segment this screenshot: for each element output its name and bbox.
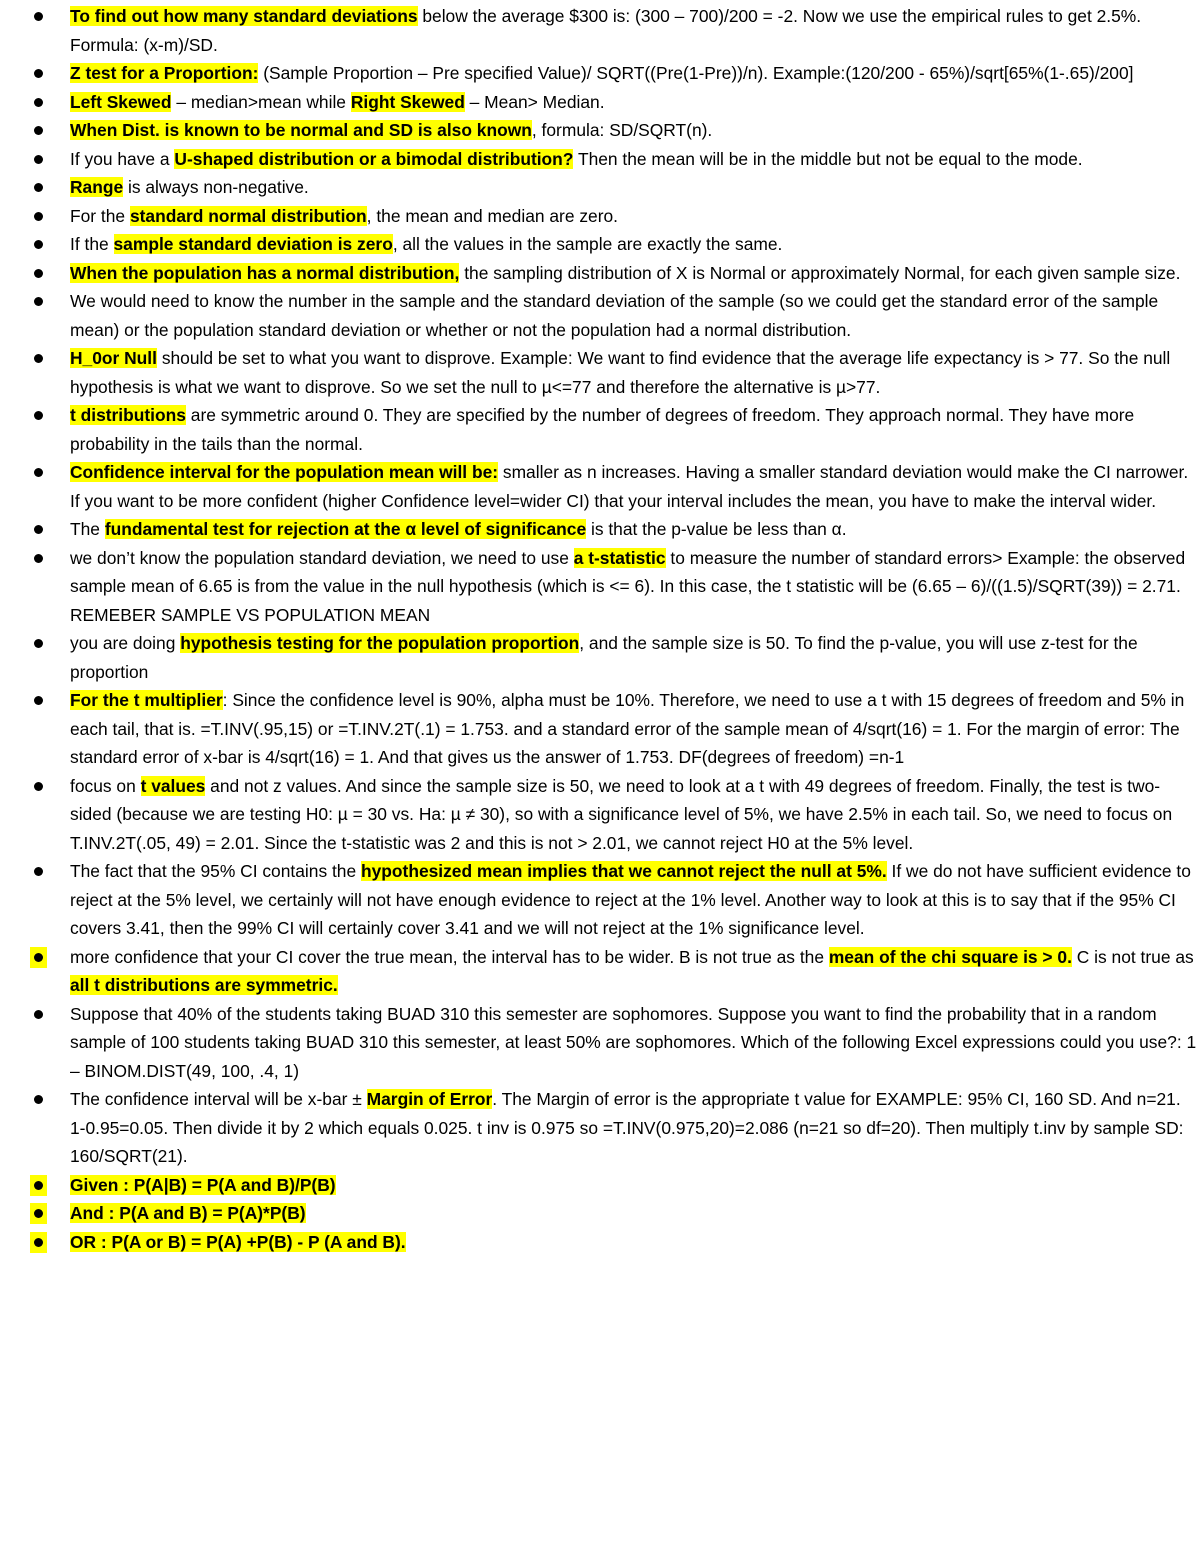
highlighted-term: H_0or Null: [70, 348, 157, 368]
bullet-icon: [34, 554, 43, 563]
note-text: , and the sample size is 50. To find the p-value, you will use z-test for the proportion: [70, 633, 1138, 682]
note-text: If you have a: [70, 148, 175, 169]
bullet-icon: [34, 269, 43, 278]
list-item: [0, 59, 1200, 88]
list-item: [0, 259, 1200, 288]
bullet-icon: [34, 1010, 43, 1019]
bullet-icon: [34, 240, 43, 249]
bullet-icon: [34, 297, 43, 306]
highlighted-term: a t-statistic: [573, 547, 666, 568]
note-text: to measure the number of standard errors> Example: the observed sample mean of 6.65 is from the value in the null hypothesis (which is <= 6). In this case, the t statistic will be (6.65 – 6)/((1.5)/SQRT(39)) = 2.71. REMEBER SAMPLE VS POPULATION MEAN: [70, 547, 1186, 625]
bullet-icon: [34, 696, 43, 705]
note-text: – Mean> Median.: [464, 91, 605, 112]
note-text: We would need to know the number in the sample and the standard deviation of the sample (so we could get the standard error of the sample mean) or the population standard deviation or whether or not the population had a normal distribution.: [70, 291, 1159, 340]
bullet-list: [0, 2, 1200, 1256]
bullet-icon: [34, 126, 43, 135]
bullet-icon: [34, 525, 43, 534]
highlighted-term: And : P(A and B) = P(A)*P(B): [70, 1203, 306, 1223]
note-text: should be set to what you want to disprove. Example: We want to find evidence that the average life expectancy is > 77. So the null hypothesis is what we want to disprove. So we set the null to µ<=77 and therefore the alternative is µ>77.: [70, 348, 1171, 397]
bullet-highlight: [30, 1232, 47, 1253]
highlighted-term: t distributions: [70, 405, 186, 425]
bullet-icon: [34, 953, 43, 962]
note-text: If we do not have sufficient evidence to reject at the 5% level, we certainly will not have enough evidence to reject at the 1% level. Another way to look at this is to say that if the 95% CI covers 3.41, then the 99% CI will certainly cover 3.41 and we will not reject at the 1% significance level.: [70, 861, 1191, 938]
highlighted-term: mean of the chi square is > 0.: [828, 946, 1072, 967]
highlighted-term: When the population has a normal distribution,: [70, 262, 460, 283]
list-item: [0, 230, 1200, 259]
highlighted-term: When Dist. is known to be normal and SD is also known: [70, 120, 532, 140]
note-text: focus on: [70, 775, 141, 796]
list-item: [0, 1199, 1200, 1228]
note-text: we don’t know the population standard deviation, we need to use: [70, 547, 574, 568]
highlighted-term: Given : P(A|B) = P(A and B)/P(B): [70, 1174, 336, 1195]
highlighted-term: t values: [140, 775, 206, 796]
highlighted-term: fundamental test for rejection at the α level of significance: [104, 519, 587, 539]
note-text: . The Margin of error is the appropriate t value for EXAMPLE: 95% CI, 160 SD. And n=21. 1-0.95=0.05. Then divide it by 2 which equals 0.025. t inv is 0.975 so =T.INV(0.975,20)=2.086 (n=21 so df=20). Then multiply t.inv by sample SD: 160/SQRT(21).: [70, 1089, 1184, 1166]
highlighted-term: sample standard deviation is zero: [113, 234, 393, 254]
list-item: [0, 88, 1200, 117]
list-item: [0, 287, 1200, 344]
note-text: the sampling distribution of X is Normal or approximately Normal, for each given sample size.: [459, 262, 1181, 283]
list-item: [0, 857, 1200, 943]
note-text: and not z values. And since the sample size is 50, we need to look at a t with 49 degrees of freedom. Finally, the test is two-sided (because we are testing H0: µ = 30 vs. Ha: µ ≠ 30), so with a significance level of 5%, we have 2.5% in each tail. So, we need to focus on T.INV.2T(.05, 49) = 2.01. Since the t-statistic was 2 and this is not > 2.01, we cannot reject H0 at the 5% level.: [70, 775, 1173, 853]
list-item: [0, 772, 1200, 858]
list-item: [0, 686, 1200, 772]
note-text: Suppose that 40% of the students taking BUAD 310 this semester are sophomores. Suppose you want to find the probability that in a random sample of 100 students taking BUAD 310 this semester, at least 50% are sophomores. Which of the following Excel expressions could you use?: 1 – BINOM.DIST(49, 100, .4, 1): [70, 1003, 1197, 1081]
note-text: : Since the confidence level is 90%, alpha must be 10%. Therefore, we need to use a t with 15 degrees of freedom and 5% in each tail, that is. =T.INV(.95,15) or =T.INV.2T(.1) = 1.753. and a standard error of the sample mean of 4/sqrt(16) = 1. For the margin of error: The standard error of x-bar is 4/sqrt(16) = 1. And that gives us the answer of 1.753. DF(degrees of freedom) =n-1: [70, 690, 1185, 767]
bullet-icon: [34, 1181, 43, 1190]
list-item: [0, 401, 1200, 458]
bullet-icon: [34, 867, 43, 876]
notes-document: [0, 2, 1200, 1256]
highlighted-term: Range: [70, 177, 124, 197]
bullet-icon: [34, 12, 43, 21]
bullet-icon: [34, 98, 43, 107]
highlighted-term: Z test for a Proportion:: [70, 63, 259, 83]
bullet-icon: [34, 1209, 43, 1218]
highlighted-term: Margin of Error: [366, 1089, 493, 1109]
bullet-highlight: [30, 1203, 47, 1224]
highlighted-term: hypothesis testing for the population proportion: [180, 633, 580, 653]
highlighted-term: standard normal distribution: [129, 205, 367, 226]
note-text: C is not true as: [1071, 946, 1194, 967]
bullet-icon: [34, 1095, 43, 1104]
highlighted-term: hypothesized mean implies that we cannot reject the null at 5%.: [360, 861, 887, 881]
list-item: [0, 1085, 1200, 1171]
note-text: , all the values in the sample are exactly the same.: [392, 234, 783, 254]
note-text: you are doing: [70, 633, 181, 653]
list-item: [0, 943, 1200, 1000]
bullet-icon: [34, 69, 43, 78]
list-item: [0, 202, 1200, 231]
bullet-highlight: [30, 1175, 47, 1196]
note-text: , the mean and median are zero.: [366, 205, 619, 226]
note-text: (Sample Proportion – Pre specified Value)/ SQRT((Pre(1-Pre))/n). Example:(120/200 - 65%)/sqrt[65%(1-.65)/200]: [258, 63, 1134, 83]
list-item: [0, 344, 1200, 401]
list-item: [0, 2, 1200, 59]
bullet-icon: [34, 354, 43, 363]
highlighted-term: Right Skewed: [350, 91, 465, 112]
highlighted-term: Confidence interval for the population mean will be:: [70, 462, 499, 482]
highlighted-term: To find out how many standard deviations: [70, 6, 418, 26]
highlighted-term: Left Skewed: [70, 91, 172, 112]
bullet-icon: [34, 155, 43, 164]
note-text: – median>mean while: [171, 91, 351, 112]
note-text: If the: [70, 234, 114, 254]
list-item: [0, 1171, 1200, 1200]
list-item: [0, 1228, 1200, 1257]
highlighted-term: all t distributions are symmetric.: [70, 975, 338, 995]
note-text: are symmetric around 0. They are specified by the number of degrees of freedom. They approach normal. They have more probability in the tails than the normal.: [70, 405, 1135, 454]
note-text: The: [70, 519, 105, 539]
list-item: [0, 173, 1200, 202]
highlighted-term: OR : P(A or B) = P(A) +P(B) - P (A and B).: [70, 1231, 406, 1252]
note-text: is that the p-value be less than α.: [586, 519, 847, 539]
bullet-icon: [34, 1238, 43, 1247]
list-item: [0, 458, 1200, 515]
note-text: is always non-negative.: [123, 177, 309, 197]
note-text: more confidence that your CI cover the true mean, the interval has to be wider. B is not true as the: [70, 946, 829, 967]
note-text: For the: [70, 205, 130, 226]
list-item: [0, 116, 1200, 145]
note-text: Then the mean will be in the middle but not be equal to the mode.: [573, 148, 1083, 169]
bullet-icon: [34, 782, 43, 791]
bullet-icon: [34, 468, 43, 477]
list-item: [0, 515, 1200, 544]
note-text: The confidence interval will be x-bar ±: [70, 1089, 367, 1109]
bullet-icon: [34, 183, 43, 192]
bullet-icon: [34, 212, 43, 221]
list-item: [0, 629, 1200, 686]
note-text: , formula: SD/SQRT(n).: [531, 120, 713, 140]
note-text: The fact that the 95% CI contains the: [70, 861, 361, 881]
list-item: [0, 544, 1200, 630]
note-text: smaller as n increases. Having a smaller standard deviation would make the CI narrower. If you want to be more confident (higher Confidence level=wider CI) that your interval includes the mean, you have to make the interval wider.: [70, 462, 1189, 511]
bullet-highlight: [30, 947, 47, 968]
bullet-icon: [34, 411, 43, 420]
highlighted-term: For the t multiplier: [70, 690, 223, 710]
list-item: [0, 1000, 1200, 1086]
bullet-icon: [34, 639, 43, 648]
list-item: [0, 145, 1200, 174]
note-text: below the average $300 is: (300 – 700)/200 = -2. Now we use the empirical rules to get 2.5%. Formula: (x-m)/SD.: [70, 6, 1142, 55]
highlighted-term: U-shaped distribution or a bimodal distribution?: [174, 148, 574, 169]
